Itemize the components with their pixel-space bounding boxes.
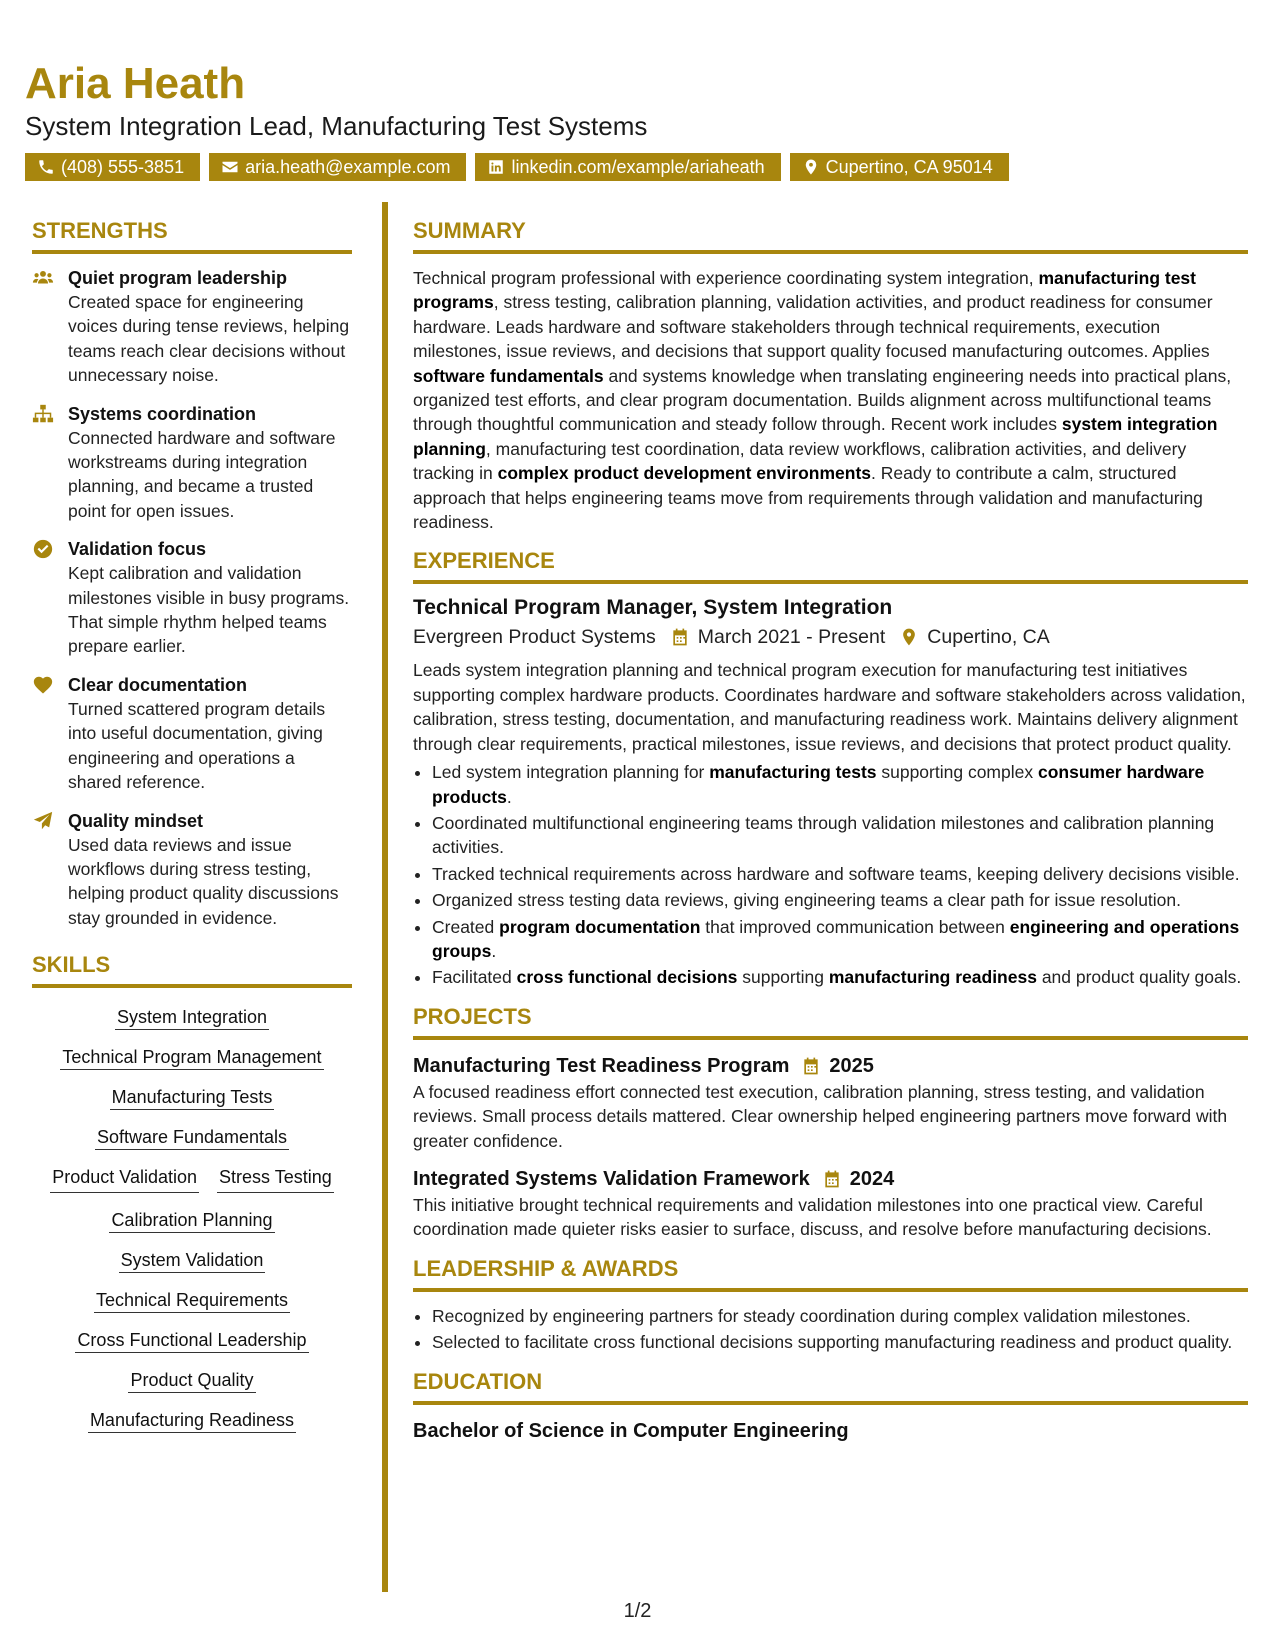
skill-tag: System Integration — [115, 1007, 269, 1030]
job-description: Leads system integration planning and technical program execution for manufacturing test initiatives supporting complex hardware products. Coordinates hardware and software stakeholders across validation, calibration, stress testing, documentation, and manufacturing readiness work. Maintains delivery alignment through clear requirements, practical milestones, issue reviews, and decisions that protect product quality. — [413, 660, 1246, 754]
job-meta — [413, 622, 1248, 652]
job-location: Cupertino, CA — [927, 626, 1050, 649]
contact-linkedin-text: linkedin.com/example/ariaheath — [511, 157, 765, 177]
skill-tag: Cross Functional Leadership — [75, 1330, 308, 1353]
linkedin-icon — [487, 158, 505, 176]
calendar-icon — [822, 1169, 842, 1189]
job-dates: March 2021 - Present — [697, 626, 886, 649]
project-entry — [413, 1052, 1248, 1153]
users-icon — [32, 267, 54, 289]
strengths-heading: STRENGTHS — [32, 218, 352, 254]
strength-item — [32, 809, 352, 931]
contact-bar — [25, 153, 1009, 181]
contact-phone-text: (408) 555-3851 — [61, 157, 185, 177]
strength-title: Quality mindset — [68, 810, 204, 831]
job-company: Evergreen Product Systems — [413, 626, 656, 649]
leadership-heading: LEADERSHIP & AWARDS — [413, 1256, 1248, 1292]
list-item: • Led system integration planning for manufacturing tests supporting complex consumer hardware products. — [432, 760, 1248, 809]
skill-tag: Manufacturing Tests — [110, 1087, 275, 1110]
education-heading: EDUCATION — [413, 1369, 1248, 1405]
strength-title: Quiet program leadership — [68, 268, 288, 288]
map-pin-icon — [899, 627, 919, 647]
strength-description: Kept calibration and validation milestones visible in busy programs. That simple rhythm helped teams prepare earlier. — [68, 563, 350, 657]
skill-tag: Software Fundamentals — [95, 1127, 289, 1150]
project-year: 2025 — [829, 1054, 874, 1077]
list-item: • Organized stress testing data reviews, giving engineering teams a clear path for issue resolution. — [432, 888, 1248, 912]
left-column — [32, 218, 352, 1433]
list-item: • Selected to facilitate cross functional decisions supporting manufacturing readiness and product quality. — [432, 1330, 1248, 1354]
list-item: • Facilitated cross functional decisions supporting manufacturing readiness and product quality goals. — [432, 965, 1248, 989]
project-year: 2024 — [849, 1167, 895, 1190]
projects-heading: PROJECTS — [413, 1004, 1248, 1040]
heart-icon — [32, 674, 54, 696]
contact-location-text: Cupertino, CA 95014 — [825, 157, 993, 177]
skill-tag: Manufacturing Readiness — [88, 1410, 296, 1433]
experience-entry — [413, 594, 1248, 989]
page-number: 1/2 — [623, 1600, 652, 1622]
envelope-icon — [221, 158, 239, 176]
project-title: Manufacturing Test Readiness Program — [413, 1054, 790, 1077]
skill-tag: Technical Requirements — [94, 1290, 290, 1313]
candidate-name: Aria Heath — [25, 59, 246, 108]
skill-tag: Technical Program Management — [60, 1047, 323, 1070]
strength-item — [32, 673, 352, 795]
strength-description: Connected hardware and software workstreams during integration planning, and became a trusted point for open issues. — [68, 427, 336, 521]
project-description: This initiative brought technical requirements and validation milestones into one practical view. Careful coordination made quieter risks easier to surface, discuss, and resolve before manufacturing decisions. — [413, 1194, 1212, 1240]
skills-heading: SKILLS — [32, 952, 352, 988]
strength-title: Validation focus — [68, 539, 207, 560]
phone-icon — [37, 158, 55, 176]
leadership-list — [413, 1304, 1248, 1355]
skills-list — [32, 1000, 352, 1433]
summary-text: Technical program professional with experience coordinating system integration, manufacturing test programs, stress testing, calibration planning, validation activities, and product readiness for consumer hardware. Leads hardware and software stakeholders through technical requirements, execution milestones, issue reviews, and decisions that support quality focused manufacturing outcomes. Applies software fundamentals and systems knowledge when translating engineering needs into practical plans, organized test efforts, and clear program documentation. Builds alignment across multifunctional teams through thoughtful communication and steady follow through. Recent work includes system integration planning, manufacturing test coordination, data review workflows, calibration activities, and delivery tracking in complex product development environments. Ready to contribute a calm, structured approach that helps engineering teams move from requirements through validation and manufacturing readiness. — [413, 268, 1232, 533]
calendar-icon — [801, 1056, 821, 1076]
strength-title: Clear documentation — [68, 674, 248, 695]
list-item: • Created program documentation that improved communication between engineering and operations groups. — [432, 915, 1248, 964]
contact-phone[interactable] — [25, 153, 200, 181]
list-item: • Coordinated multifunctional engineering teams through validation milestones and calibration planning activities. — [432, 811, 1248, 860]
contact-linkedin[interactable] — [475, 153, 780, 181]
education-degree: Bachelor of Science in Computer Engineering — [413, 1419, 849, 1442]
list-item: • Recognized by engineering partners for steady coordination during complex validation milestones. — [432, 1304, 1248, 1328]
project-entry — [413, 1165, 1248, 1242]
skill-tag: Product Quality — [128, 1370, 255, 1393]
strength-title: Systems coordination — [68, 403, 257, 424]
skill-tag: Product Validation — [50, 1164, 199, 1193]
paper-plane-icon — [32, 810, 54, 832]
skill-tag: Calibration Planning — [109, 1210, 274, 1233]
project-title: Integrated Systems Validation Framework — [413, 1167, 810, 1190]
contact-location[interactable] — [790, 153, 1009, 181]
list-item: • Tracked technical requirements across hardware and software teams, keeping delivery decisions visible. — [432, 862, 1248, 886]
skill-tag: Stress Testing — [217, 1164, 334, 1193]
strength-item — [32, 266, 352, 388]
job-title: Technical Program Manager, System Integration — [413, 596, 893, 620]
contact-email[interactable] — [209, 153, 466, 181]
summary-heading: SUMMARY — [413, 218, 1248, 254]
check-circle-icon — [32, 538, 54, 560]
strength-description: Created space for engineering voices during tense reviews, helping teams reach clear decisions without unnecessary noise. — [68, 292, 350, 386]
job-bullets — [413, 760, 1248, 990]
calendar-icon — [670, 627, 690, 647]
strength-description: Used data reviews and issue workflows during stress testing, helping product quality discussions stay grounded in evidence. — [68, 834, 339, 928]
strength-item — [32, 537, 352, 659]
contact-email-text: aria.heath@example.com — [245, 157, 451, 177]
strength-description: Turned scattered program details into useful documentation, giving engineering and operations a shared reference. — [68, 698, 326, 793]
skill-tag: System Validation — [119, 1250, 266, 1273]
strength-item — [32, 402, 352, 524]
right-column — [413, 218, 1248, 1445]
sitemap-icon — [32, 403, 54, 425]
candidate-title: System Integration Lead, Manufacturing Test Systems — [25, 111, 648, 141]
column-divider — [382, 202, 388, 1592]
map-pin-icon — [802, 158, 820, 176]
project-description: A focused readiness effort connected test execution, calibration planning, stress testing, and validation reviews. Small process details mattered. Clear ownership helped engineering partners move forward with greater confidence. — [413, 1081, 1228, 1151]
experience-heading: EXPERIENCE — [413, 548, 1248, 584]
